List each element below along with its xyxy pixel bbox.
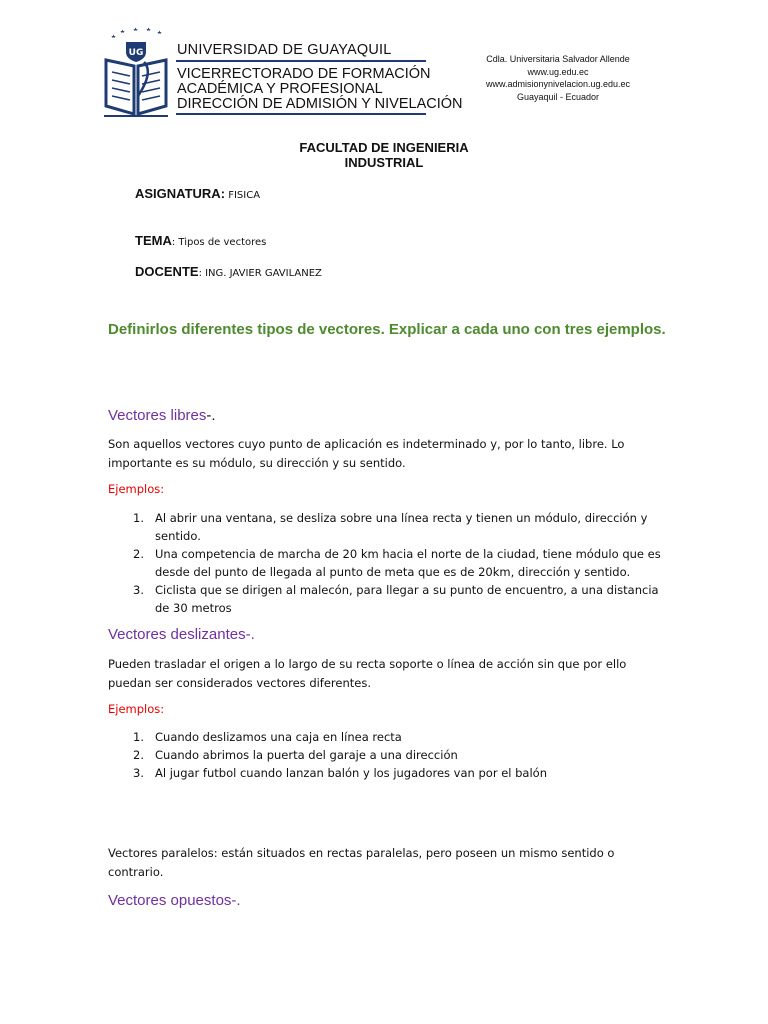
section-title-libres-suffix: -. bbox=[206, 407, 216, 424]
deslizantes-example-1: Cuando deslizamos una caja en línea recta bbox=[155, 730, 402, 744]
tema-field bbox=[135, 233, 266, 248]
contact-address: Cdla. Universitaria Salvador Allende bbox=[486, 54, 630, 64]
list-item: 1. Al abrir una ventana, se desliza sobre una línea recta y tienen un módulo, dirección y sentido. bbox=[133, 511, 648, 543]
faculty-title-line-2: INDUSTRIAL bbox=[344, 155, 424, 170]
libres-examples-label: Ejemplos: bbox=[108, 482, 165, 496]
libres-example-1: Al abrir una ventana, se desliza sobre una línea recta y tienen un módulo, dirección y sentido. bbox=[155, 511, 648, 543]
section-title-opuestos bbox=[108, 892, 241, 909]
docente-field bbox=[135, 264, 322, 279]
department-block bbox=[177, 67, 463, 112]
faculty-title-line-1: FACULTAD DE INGENIERIA bbox=[299, 140, 469, 155]
header-bottom-divider bbox=[176, 113, 426, 115]
section-title-libres bbox=[108, 407, 216, 424]
paralelos-paragraph: Vectores paralelos: están situados en rectas paralelas, pero poseen un mismo sentido o contrario. bbox=[108, 846, 615, 879]
department-line-2: ACADÉMICA Y PROFESIONAL bbox=[177, 81, 383, 97]
deslizantes-example-3: Al jugar futbol cuando lanzan balón y los jugadores van por el balón bbox=[155, 766, 547, 780]
asignatura-value: FISICA bbox=[225, 190, 261, 201]
deslizantes-example-2: Cuando abrimos la puerta del garaje a una dirección bbox=[155, 748, 458, 762]
section-title-libres-text: Vectores libres bbox=[108, 407, 207, 424]
section-title-opuestos-text: Vectores opuestos-. bbox=[108, 892, 241, 909]
docente-value: : ING. JAVIER GAVILANEZ bbox=[198, 268, 322, 279]
deslizantes-examples-label: Ejemplos: bbox=[108, 702, 165, 716]
asignatura-label: ASIGNATURA: bbox=[135, 186, 226, 201]
asignatura-field bbox=[135, 186, 260, 201]
logo-text: UG bbox=[128, 48, 144, 58]
department-line-1: VICERRECTORADO DE FORMACIÓN bbox=[177, 66, 431, 82]
department-line-3: DIRECCIÓN DE ADMISIÓN Y NIVELACIÓN bbox=[177, 96, 463, 112]
header-divider bbox=[176, 60, 426, 62]
contact-city: Guayaquil - Ecuador bbox=[516, 91, 600, 102]
deslizantes-examples-list bbox=[108, 728, 664, 782]
main-question: Definirlos diferentes tipos de vectores. Explicar a cada uno con tres ejemplos. bbox=[108, 321, 666, 338]
libres-examples-list bbox=[108, 509, 664, 617]
faculty-title bbox=[0, 140, 768, 170]
contact-admission-website: www.admisionynivelacion.ug.edu.ec bbox=[485, 79, 631, 89]
libres-example-2: Una competencia de marcha de 20 km hacia el norte de la ciudad, tiene módulo que es desde del punto de llegada al punto de meta que es de 20km, dirección y sentido. bbox=[155, 547, 661, 579]
tema-value: : Tipos de vectores bbox=[171, 237, 267, 248]
list-item: 3. Ciclista que se dirigen al malecón, para llegar a su punto de encuentro, a una distancia de 30 metros bbox=[133, 583, 659, 615]
libres-paragraph: Son aquellos vectores cuyo punto de aplicación es indeterminado y, por lo tanto, libre. Lo importante es su módulo, su dirección y su sentido. bbox=[108, 437, 625, 470]
open-book-logo-icon bbox=[104, 26, 168, 122]
list-item: 3. Al jugar futbol cuando lanzan balón y los jugadores van por el balón bbox=[133, 766, 547, 780]
contact-info bbox=[468, 53, 648, 103]
deslizantes-paragraph: Pueden trasladar el origen a lo largo de su recta soporte o línea de acción sin que por ello puedan ser considerados vectores diferentes. bbox=[108, 657, 627, 690]
contact-website: www.ug.edu.ec bbox=[527, 66, 589, 77]
list-item: 2. Cuando abrimos la puerta del garaje a una dirección bbox=[133, 748, 458, 762]
university-name: UNIVERSIDAD DE GUAYAQUIL bbox=[177, 42, 392, 58]
docente-label: DOCENTE bbox=[135, 264, 199, 279]
section-title-deslizantes bbox=[108, 626, 255, 643]
section-title-deslizantes-text: Vectores deslizantes-. bbox=[108, 626, 255, 643]
libres-example-3: Ciclista que se dirigen al malecón, para llegar a su punto de encuentro, a una distancia de 30 metros bbox=[155, 583, 659, 615]
list-item: 1. Cuando deslizamos una caja en línea recta bbox=[133, 730, 402, 744]
university-logo bbox=[104, 26, 168, 122]
list-item: 2. Una competencia de marcha de 20 km hacia el norte de la ciudad, tiene módulo que es desde del punto de llegada al punto de meta que es de 20km, dirección y sentido. bbox=[133, 547, 661, 579]
tema-label: TEMA bbox=[135, 233, 172, 248]
